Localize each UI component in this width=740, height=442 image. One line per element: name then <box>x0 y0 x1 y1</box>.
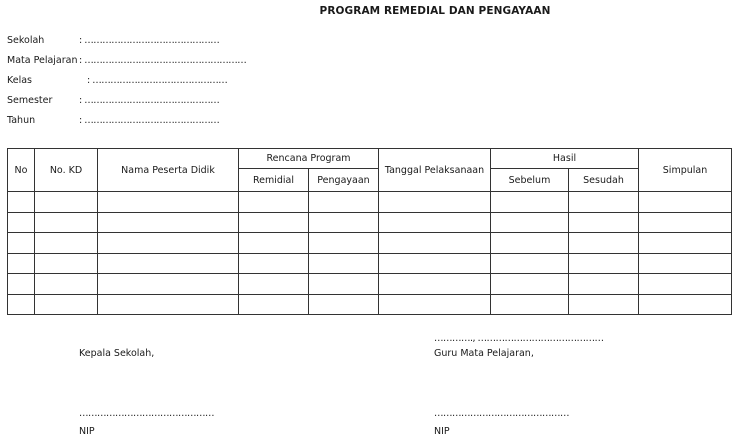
table-cell <box>379 253 491 274</box>
header-no-kd: No. KD <box>35 149 98 192</box>
table-cell <box>569 212 639 233</box>
table-cell <box>239 233 309 254</box>
table-cell <box>569 274 639 295</box>
guru-mata-pelajaran-name-line: ……………………………………… <box>434 408 569 419</box>
guru-mata-pelajaran-label: Guru Mata Pelajaran, <box>434 348 534 359</box>
table-cell <box>491 294 569 315</box>
kepala-sekolah-nip: NIP <box>79 426 95 437</box>
table-cell <box>8 294 35 315</box>
table-cell <box>491 253 569 274</box>
field-label: Semester <box>7 95 53 106</box>
table-cell <box>309 233 379 254</box>
field-label: Sekolah <box>7 35 45 46</box>
table-cell <box>569 233 639 254</box>
header-simpulan: Simpulan <box>639 149 732 192</box>
table-cell <box>35 192 98 213</box>
table-cell <box>639 253 732 274</box>
table-cell <box>309 294 379 315</box>
table-cell <box>35 212 98 233</box>
guru-mata-pelajaran-nip: NIP <box>434 426 450 437</box>
table-cell <box>569 253 639 274</box>
table-cell <box>309 192 379 213</box>
kepala-sekolah-label: Kepala Sekolah, <box>79 348 155 359</box>
table-cell <box>569 294 639 315</box>
header-nama-peserta-didik: Nama Peserta Didik <box>98 149 239 192</box>
remedial-table <box>7 148 732 315</box>
field-value: : ……………………………………… <box>87 75 228 86</box>
table-cell <box>239 294 309 315</box>
table-row <box>8 233 732 254</box>
table-cell <box>8 212 35 233</box>
table-cell <box>491 212 569 233</box>
field-value: : ……………………………………………… <box>79 55 247 66</box>
table-cell <box>98 192 239 213</box>
kepala-sekolah-name-line: ……………………………………… <box>79 408 214 419</box>
table-cell <box>35 233 98 254</box>
table-cell <box>98 253 239 274</box>
table-cell <box>35 274 98 295</box>
table-cell <box>35 253 98 274</box>
table-cell <box>98 274 239 295</box>
table-cell <box>239 253 309 274</box>
table-cell <box>639 233 732 254</box>
table-cell <box>639 294 732 315</box>
header-tanggal-pelaksanaan: Tanggal Pelaksanaan <box>379 149 491 192</box>
table-cell <box>639 212 732 233</box>
table-cell <box>639 274 732 295</box>
field-value: : ……………………………………… <box>79 115 220 126</box>
table-cell <box>98 233 239 254</box>
table-cell <box>379 294 491 315</box>
header-hasil: Hasil <box>491 149 639 169</box>
table-row <box>8 274 732 295</box>
header-remidial: Remidial <box>239 169 309 192</box>
header-pengayaan: Pengayaan <box>309 169 379 192</box>
header-sebelum: Sebelum <box>491 169 569 192</box>
date-line: …………., …………………………………… <box>434 333 604 344</box>
field-label: Kelas <box>7 75 33 86</box>
table-cell <box>491 192 569 213</box>
table-cell <box>379 192 491 213</box>
table-cell <box>379 212 491 233</box>
table-cell <box>379 233 491 254</box>
table-cell <box>8 253 35 274</box>
table-cell <box>491 274 569 295</box>
field-value: : ……………………………………… <box>79 35 220 46</box>
table-cell <box>379 274 491 295</box>
table-cell <box>639 192 732 213</box>
field-value: : ……………………………………… <box>79 95 220 106</box>
field-label: Mata Pelajaran <box>7 55 78 66</box>
header-sesudah: Sesudah <box>569 169 639 192</box>
table-row <box>8 294 732 315</box>
header-no: No <box>8 149 35 192</box>
table-row <box>8 253 732 274</box>
field-label: Tahun <box>7 115 36 126</box>
table-cell <box>239 212 309 233</box>
table-cell <box>309 274 379 295</box>
table-cell <box>491 233 569 254</box>
table-cell <box>8 274 35 295</box>
table-row <box>8 192 732 213</box>
table-cell <box>309 253 379 274</box>
table-cell <box>239 274 309 295</box>
table-cell <box>309 212 379 233</box>
table-cell <box>239 192 309 213</box>
header-rencana-program: Rencana Program <box>239 149 379 169</box>
table-cell <box>569 192 639 213</box>
table-cell <box>98 212 239 233</box>
table-body <box>8 192 732 315</box>
document-title: PROGRAM REMEDIAL DAN PENGAYAAN <box>319 5 551 17</box>
table-cell <box>98 294 239 315</box>
table-cell <box>8 192 35 213</box>
table-cell <box>8 233 35 254</box>
table-cell <box>35 294 98 315</box>
table-row <box>8 212 732 233</box>
